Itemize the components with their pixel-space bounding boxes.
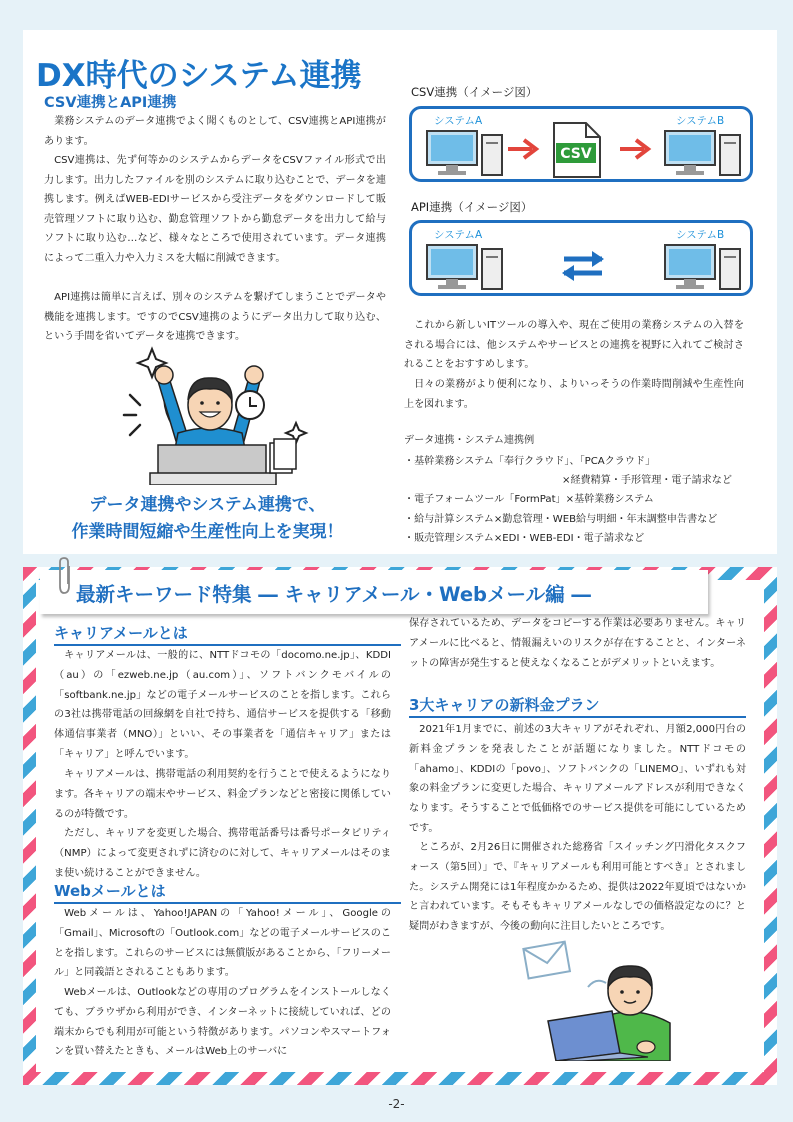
example-item: ・給与計算システム×勤怠管理・WEB給与明細・年末調整申告書など — [404, 514, 718, 525]
arrow-right-icon — [618, 137, 652, 161]
webmail-heading: Webメールとは — [54, 880, 401, 904]
examples-title: データ連携・システム連携例 — [404, 435, 535, 446]
example-item: ・電子フォームツール「FormPat」×基幹業務システム — [404, 494, 654, 505]
system-b-label: システムB — [676, 229, 725, 241]
system-b-label: システムB — [676, 115, 725, 127]
example-item: ・販売管理システム×EDI・WEB-EDI・電子請求など — [404, 533, 645, 544]
computer-icon — [664, 243, 744, 291]
right-paragraph-1: これから新しいITツールの導入や、現在ご使用の業務システムの入替をされる場合には、他システムやサービスとの連携を視野に入れてご検討されることをおすすめします。 — [404, 320, 744, 371]
csv-file-icon — [552, 121, 602, 179]
example-item: ×経費精算・手形管理・電子請求など — [562, 475, 732, 486]
cheering-worker-illustration — [120, 345, 310, 485]
csv-diagram-label: CSV連携（イメージ図） — [411, 85, 538, 99]
api-diagram-label: API連携（イメージ図） — [411, 200, 533, 214]
plans-paragraph-1: 2021年1月までに、前述の3大キャリアがそれぞれ、月額2,000円台の新料金プランを発表したことが話題になりました。NTTドコモの「ahamo」、KDDIの「povo」、ソフトバンクの「LINEMO」、いずれも対象の料金プランに変更した場合、キャリアメールアドレスが利用できなくなります。そうすることで低価格でのサービス提供を可能にしているためです。 — [409, 724, 746, 834]
plans-paragraph-2: ところが、2月26日に開催された総務省「スイッチング円滑化タスクフォース（第5回）」で、『キャリアメールも利用可能とすべき』とされました。システム開発には1年程度かかるため、提供は2022年夏頃ではないかと言われています。そもそもキャリアメールなしでの価格設定なのに？と疑問がわきますが、今後の動向に注目したいところです。 — [409, 842, 746, 933]
page-title: DX時代のシステム連携 — [36, 58, 362, 94]
csv-api-paragraph-1: 業務システムのデータ連携でよく聞くものとして、CSV連携とAPI連携があります。 — [44, 116, 386, 147]
computer-icon — [426, 129, 506, 177]
csv-api-paragraph-2: CSV連携は、先ず何等かのシステムからデータをCSVファイル形式で出力します。出力したファイルを別のシステムに取り込むことで、データを連携します。例えばWEB-EDIサービスから受注データをダウンロードして販売管理ソフトに取り込む、勤怠管理ソフトから勤怠データを出力して給与ソフトに取り込む…など、様々なところで使用されています。データ連携によって二重入力や入力ミスを大幅に削減できます。 — [44, 155, 386, 264]
caption-line-1: データ連携やシステム連携で、 — [89, 495, 326, 515]
paper-clip-icon — [58, 556, 74, 596]
plans-heading: 3大キャリアの新料金プラン — [409, 694, 746, 718]
webmail-paragraph-1: Webメールは、Yahoo!JAPANの「Yahoo!メール」、Googleの「Gmail」、Microsoftの「Outlook.com」などの電子メールサービスのことを指します。これらのサービスには無償版があることから、「フリーメール」と同義語とされることもあります。 — [54, 908, 391, 979]
page-number: -2- — [388, 1097, 405, 1111]
csv-diagram — [409, 106, 753, 182]
api-diagram — [409, 220, 753, 296]
carrier-paragraph-1: キャリアメールは、一般的に、NTTドコモの「docomo.ne.jp」、KDDI（au）の「ezweb.ne.jp（au.com）」、ソフトバンクモバイルの「softbank.ne.jp」などの電子メールサービスのことを指します。これらの3社は携帯電話の回線網を自社で持ち、通信サービスを提供する「移動体通信事業者（MNO）」といい、その事業者を「通信キャリア」または「キャリア」と呼んでいます。 — [54, 650, 391, 760]
csv-api-paragraph-3: API連携は簡単に言えば、別々のシステムを繋げてしまうことでデータや機能を連携します。ですのでCSV連携のようにデータ出力して取り込む、という手間を省いてデータを連携できます。 — [44, 292, 386, 343]
carrier-heading: キャリアメールとは — [54, 622, 401, 646]
csv-api-heading: CSV連携とAPI連携 — [44, 95, 177, 111]
system-a-label: システムA — [434, 115, 483, 127]
example-item: ・基幹業務システム「奉行クラウド」、「PCAクラウド」 — [404, 456, 656, 467]
caption-line-2: 作業時間短縮や生産性向上を実現！ — [71, 522, 344, 542]
keyword-banner-title: 最新キーワード特集 ― キャリアメール・Webメール編 ― — [76, 583, 591, 606]
swap-arrows-icon — [558, 249, 608, 283]
computer-icon — [664, 129, 744, 177]
system-a-label: システムA — [434, 229, 483, 241]
csv-icon-text: CSV — [560, 146, 592, 162]
webmail-paragraph-2: Webメールは、Outlookなどの専用のプログラムをインストールしなくても、ブラウザから利用ができ、インターネットに接続していれば、どの端末からでも利用が可能という特徴があります。パソコンやスマートフォンを買い替えたときも、メールはWeb上のサーバに — [54, 987, 391, 1058]
arrow-right-icon — [506, 137, 540, 161]
carrier-paragraph-2: キャリアメールは、携帯電話の利用契約を行うことで使えるようになります。各キャリアの端末やサービス、料金プランなどと密接に関係しているのが特徴です。 — [54, 769, 391, 820]
laptop-user-illustration — [520, 937, 690, 1061]
right-paragraph-2: 日々の業務がより便利になり、よりいっそうの作業時間削減や生産性向上を図れます。 — [404, 379, 744, 410]
computer-icon — [426, 243, 506, 291]
webmail-paragraph-2-continued: 保存されているため、データをコピーする作業は必要ありません。キャリアメールに比べると、情報漏えいのリスクが存在することと、インターネットの障害が発生すると使えなくなることがデメリットといえます。 — [409, 618, 746, 669]
carrier-paragraph-3: ただし、キャリアを変更した場合、携帯電話番号は番号ポータビリティ（NMP）によって変更されずに済むのに対して、キャリアメールはそのまま使い続けることができません。 — [54, 828, 391, 879]
